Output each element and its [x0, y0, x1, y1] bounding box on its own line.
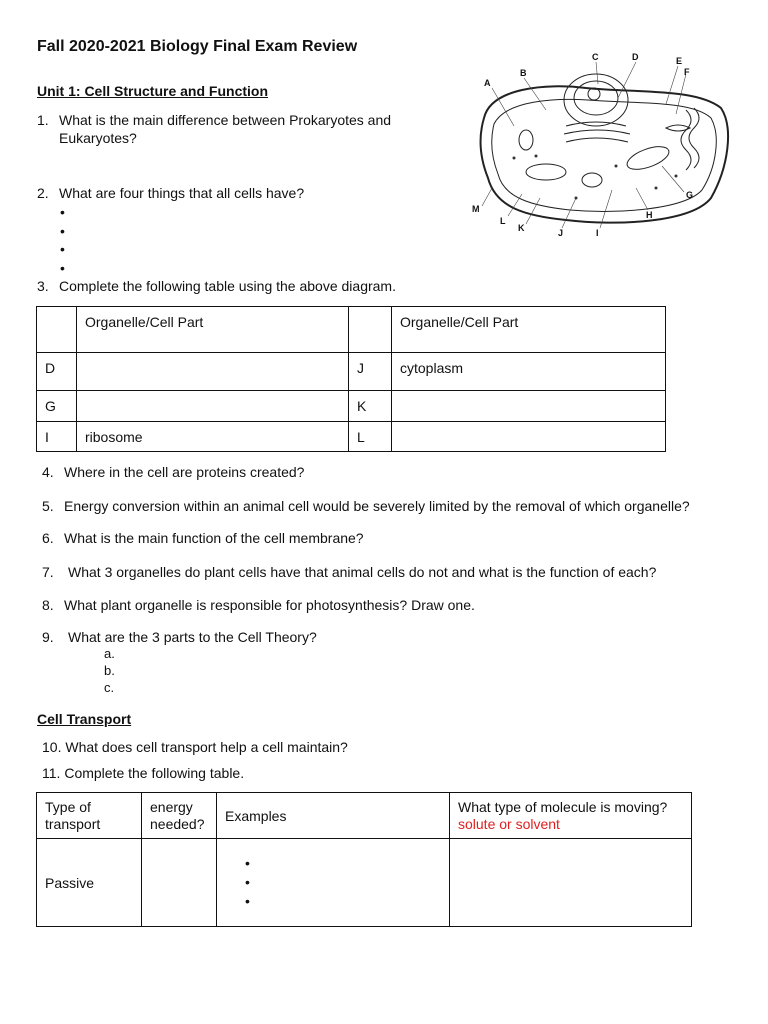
unit1-heading: Unit 1: Cell Structure and Function [37, 83, 269, 99]
example-bullet-2: • [245, 874, 250, 890]
question-1: 1. What is the main difference between Prokaryotes and Eukaryotes? [37, 112, 392, 146]
animal-cell-diagram [466, 48, 732, 244]
label-g: G [686, 190, 694, 200]
t1-answer-g[interactable] [77, 391, 349, 422]
t1-cell-l: L [349, 422, 392, 452]
t2-header-molecule: What type of molecule is moving?solute or solvent [450, 793, 692, 839]
cell-theory-a: a. [104, 646, 115, 661]
cell-theory-b: b. [104, 663, 115, 678]
label-j: J [558, 228, 564, 238]
question-5: 5. Energy conversion within an animal cell would be severely limited by the removal of which organelle? [42, 498, 690, 514]
label-f: F [684, 67, 690, 77]
t2-passive-energy[interactable] [142, 839, 217, 927]
label-i: I [596, 228, 599, 238]
page-title: Fall 2020-2021 Biology Final Exam Review [37, 38, 358, 55]
label-b: B [520, 68, 527, 78]
t1-answer-l[interactable] [392, 422, 666, 452]
label-m: M [472, 204, 480, 214]
question-7: 7. What 3 organelles do plant cells have that animal cells do not and what is the function of each? [42, 564, 657, 580]
cell-theory-parts [104, 645, 115, 696]
t2-header-energy: energy needed? [142, 793, 217, 839]
label-d: D [632, 52, 639, 62]
t1-answer-d[interactable] [77, 353, 349, 391]
t1-header-letter-1 [37, 307, 77, 353]
question-3: 3. Complete the following table using the above diagram. [37, 278, 396, 294]
label-k: K [518, 223, 525, 233]
solute-or-solvent: solute or solvent [458, 815, 560, 832]
t2-header-examples: Examples [217, 793, 450, 839]
label-c: C [592, 52, 599, 62]
t1-cell-j: J [349, 353, 392, 391]
t2-header-type: Type of transport [37, 793, 142, 839]
bullet-4: • [60, 260, 65, 276]
label-l: L [500, 216, 506, 226]
transport-heading: Cell Transport [37, 711, 132, 727]
t1-cell-k: K [349, 391, 392, 422]
question-8: 8. What plant organelle is responsible for photosynthesis? Draw one. [42, 597, 475, 613]
question-6: 6. What is the main function of the cell membrane? [42, 530, 364, 546]
t1-cell-d: D [37, 353, 77, 391]
t1-answer-k[interactable] [392, 391, 666, 422]
label-h: H [646, 210, 653, 220]
question-4: 4. Where in the cell are proteins created? [42, 464, 305, 480]
t1-answer-i[interactable]: ribosome [77, 422, 349, 452]
question-11: 11. Complete the following table. [42, 765, 245, 781]
t1-header-letter-2 [349, 307, 392, 353]
cell-theory-c: c. [104, 680, 115, 695]
question-9: 9. What are the 3 parts to the Cell Theory? [42, 629, 317, 645]
question-2: 2. What are four things that all cells have? [37, 185, 305, 201]
example-bullet-3: • [245, 893, 250, 909]
t1-header-part-1: Organelle/Cell Part [77, 307, 349, 353]
bullet-2: • [60, 223, 65, 239]
label-a: A [484, 78, 491, 88]
t1-cell-i: I [37, 422, 77, 452]
label-e: E [676, 56, 683, 66]
bullet-3: • [60, 241, 65, 257]
t2-passive: Passive [37, 839, 142, 927]
t1-answer-j[interactable]: cytoplasm [392, 353, 666, 391]
example-bullet-1: • [245, 855, 250, 871]
bullet-1: • [60, 204, 65, 220]
transport-table [36, 792, 692, 927]
t1-cell-g: G [37, 391, 77, 422]
t2-passive-examples[interactable] [217, 839, 450, 927]
t2-passive-molecule[interactable] [450, 839, 692, 927]
t1-header-part-2: Organelle/Cell Part [392, 307, 666, 353]
organelle-table [36, 306, 666, 452]
question-10: 10. What does cell transport help a cell maintain? [42, 739, 348, 755]
